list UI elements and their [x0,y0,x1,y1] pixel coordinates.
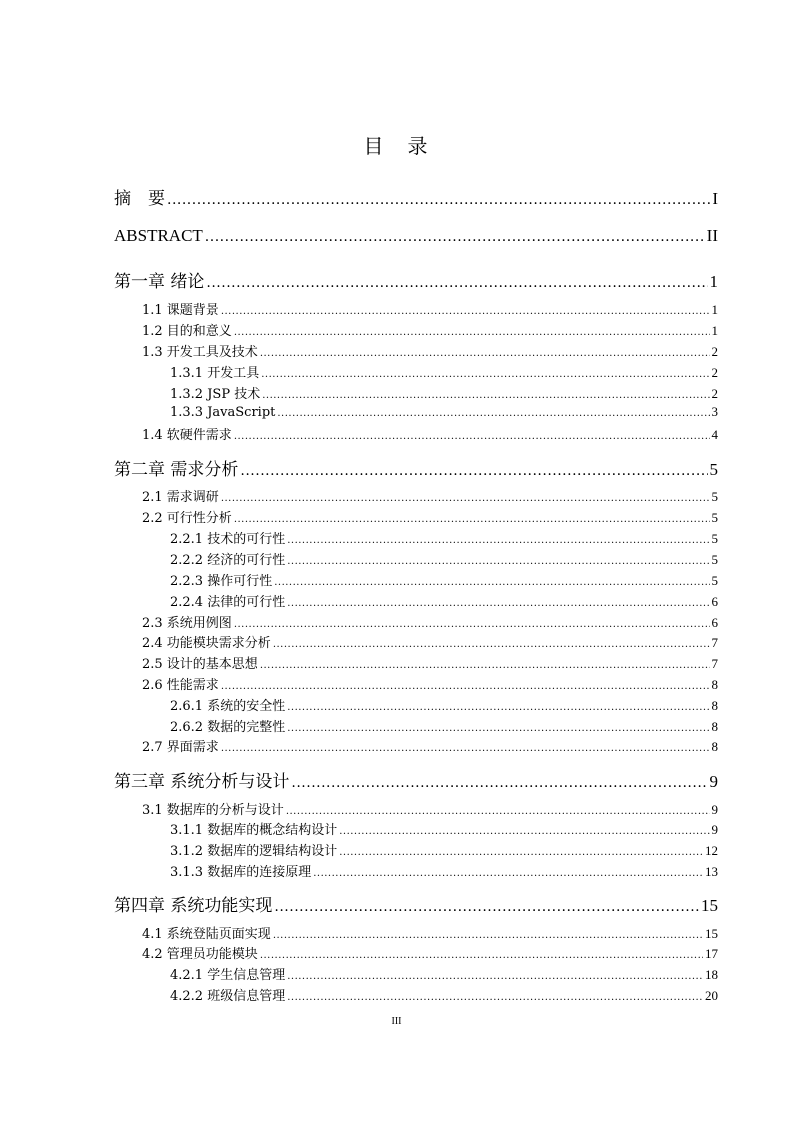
toc-title-char: 目 [363,134,386,158]
toc-subsection-entry[interactable] [170,840,718,859]
toc-chapter-entry[interactable] [114,226,718,246]
toc-entry-page: I [712,189,718,208]
toc-entry-title: 第二章 需求分析 [114,460,239,480]
toc-subsection-entry[interactable] [170,549,718,568]
toc-entry-page: 9 [711,822,718,837]
toc-entry-title: 4.1 系统登陆页面实现 [142,927,271,942]
toc-entry-page: 8 [711,739,718,754]
toc-chapter-entry[interactable] [114,767,718,792]
toc-entry-title: 第三章 系统分析与设计 [114,772,290,792]
toc-subsection-entry[interactable] [170,964,718,983]
toc-section-entry[interactable] [142,486,718,505]
toc-dot-leader [240,463,707,479]
toc-section-entry[interactable] [142,507,718,526]
toc-dot-leader [221,306,710,317]
toc-entry-title: 3.1 数据库的分析与设计 [142,803,284,818]
toc-dot-leader [167,192,710,208]
toc-dot-leader [277,408,709,419]
toc-entry-title: ABSTRACT [114,226,203,245]
toc-entry-page: 13 [705,864,718,879]
toc-section-entry[interactable] [142,943,718,962]
toc-entry-title: 2.2.2 经济的可行性 [170,553,286,568]
toc-dot-leader [313,868,703,879]
toc-section-entry[interactable] [142,341,718,360]
toc-dot-leader [287,971,703,982]
toc-entry-title: 2.3 系统用例图 [142,616,232,631]
toc-entry-page: 7 [711,656,718,671]
toc-entry-page: 5 [711,510,718,525]
toc-dot-leader [291,775,707,791]
toc-section-entry[interactable] [142,299,718,318]
toc-section-entry[interactable] [142,612,718,631]
toc-entry-title: 2.6 性能需求 [142,678,219,693]
toc-entry-title: 1.3.3 JavaScript [170,405,276,420]
toc-entry-page: 2 [711,386,718,401]
toc-entry-page: 17 [705,946,718,961]
toc-entry-page: 2 [711,365,718,380]
toc-section-entry[interactable] [142,632,718,651]
toc-chapter-entry[interactable] [114,267,718,292]
toc-entry-page: 18 [705,967,718,982]
toc-dot-leader [221,493,710,504]
toc-dot-leader [205,229,705,245]
toc-dot-leader [274,899,699,915]
toc-entry-page: 8 [711,677,718,692]
toc-entry-title: 2.2.3 操作可行性 [170,574,273,589]
toc-dot-leader [286,806,710,817]
toc-entry-title: 2.1 需求调研 [142,490,219,505]
toc-entry-title: 3.1.1 数据库的概念结构设计 [170,823,338,838]
toc-entry-title: 2.6.1 系统的安全性 [170,699,286,714]
toc-dot-leader [234,619,710,630]
toc-dot-leader [234,327,710,338]
toc-entry-title: 4.2 管理员功能模块 [142,947,258,962]
toc-section-entry[interactable] [142,320,718,339]
toc-section-entry[interactable] [142,653,718,672]
toc-subsection-entry[interactable] [170,819,718,838]
toc-subsection-entry[interactable] [170,695,718,714]
toc-entry-page: 5 [709,460,718,479]
toc-chapter-entry[interactable] [114,184,718,209]
toc-dot-leader [287,598,709,609]
toc-dot-leader [261,369,709,380]
toc-entry-title: 2.4 功能模块需求分析 [142,636,271,651]
toc-entry-title: 4.2.1 学生信息管理 [170,968,286,983]
toc-entry-page: II [706,226,718,245]
toc-entry-page: 2 [711,344,718,359]
toc-chapter-entry[interactable] [114,891,718,916]
toc-dot-leader [339,826,709,837]
toc-entry-title: 第四章 系统功能实现 [114,896,273,916]
toc-entry-title: 1.1 课题背景 [142,303,219,318]
toc-entry-page: 1 [711,302,718,317]
toc-entry-title: 3.1.2 数据库的逻辑结构设计 [170,844,338,859]
toc-entry-page: 9 [711,802,718,817]
toc-dot-leader [206,275,707,291]
toc-subsection-entry[interactable] [170,716,718,735]
toc-entry-page: 1 [711,323,718,338]
toc-subsection-entry[interactable] [170,362,718,381]
toc-entry-page: 15 [705,926,718,941]
toc-dot-leader [234,431,710,442]
toc-dot-leader [260,950,703,961]
toc-entry-page: 7 [711,635,718,650]
toc-dot-leader [260,348,710,359]
toc-entry-title: 1.3 开发工具及技术 [142,345,258,360]
toc-section-entry[interactable] [142,799,718,818]
toc-section-entry[interactable] [142,736,718,755]
toc-subsection-entry[interactable] [170,528,718,547]
toc-entry-title: 1.3.2 JSP 技术 [170,387,261,402]
toc-section-entry[interactable] [142,424,718,443]
toc-subsection-entry[interactable] [170,570,718,589]
toc-subsection-entry[interactable] [170,383,718,402]
toc-subsection-entry[interactable] [170,861,718,880]
toc-dot-leader [274,577,709,588]
toc-entry-page: 9 [709,772,718,791]
toc-chapter-entry[interactable] [114,455,718,480]
toc-entry-title: 2.6.2 数据的完整性 [170,720,286,735]
toc-dot-leader [260,660,710,671]
toc-entry-page: 4 [711,427,718,442]
toc-entry-page: 15 [701,896,718,915]
toc-dot-leader [221,743,710,754]
toc-dot-leader [262,390,709,401]
toc-entry-page: 1 [709,272,718,291]
toc-entry-page: 5 [711,552,718,567]
toc-entry-title: 第一章 绪论 [114,272,205,292]
toc-entry-page: 5 [711,489,718,504]
toc-entry-title: 2.2.1 技术的可行性 [170,532,286,547]
toc-subsection-entry[interactable] [170,404,718,420]
toc-subsection-entry[interactable] [170,985,718,1004]
toc-entry-page: 8 [711,719,718,734]
toc-entry-title: 2.2 可行性分析 [142,511,232,526]
toc-dot-leader [221,681,710,692]
toc-dot-leader [287,723,709,734]
toc-entry-page: 5 [711,531,718,546]
toc-entry-page: 20 [705,988,718,1003]
toc-entry-page: 8 [711,698,718,713]
toc-entry-title: 3.1.3 数据库的连接原理 [170,865,312,880]
toc-entry-title: 1.2 目的和意义 [142,324,232,339]
toc-entry-page: 3 [711,404,718,419]
toc-entry-title: 1.4 软硬件需求 [142,428,232,443]
toc-entry-page: 12 [705,843,718,858]
toc-entry-title: 4.2.2 班级信息管理 [170,989,286,1004]
toc-entry-title: 2.5 设计的基本思想 [142,657,258,672]
toc-entry-title: 2.7 界面需求 [142,740,219,755]
toc-entry-title: 2.2.4 法律的可行性 [170,595,286,610]
toc-dot-leader [287,535,709,546]
toc-entry-title: 摘 要 [114,189,165,209]
toc-entry-page: 5 [711,573,718,588]
toc-section-entry[interactable] [142,923,718,942]
toc-dot-leader [273,930,703,941]
toc-dot-leader [287,556,709,567]
toc-dot-leader [287,992,703,1003]
toc-section-entry[interactable] [142,674,718,693]
toc-entry-page: 6 [711,615,718,630]
toc-dot-leader [287,702,709,713]
toc-dot-leader [234,514,710,525]
toc-dot-leader [273,639,710,650]
toc-entry-page: 6 [711,594,718,609]
toc-dot-leader [339,847,703,858]
toc-subsection-entry[interactable] [170,591,718,610]
toc-entry-title: 1.3.1 开发工具 [170,366,260,381]
toc-title [0,130,793,159]
page-number: III [391,1016,402,1027]
toc-title-char: 录 [407,134,430,158]
